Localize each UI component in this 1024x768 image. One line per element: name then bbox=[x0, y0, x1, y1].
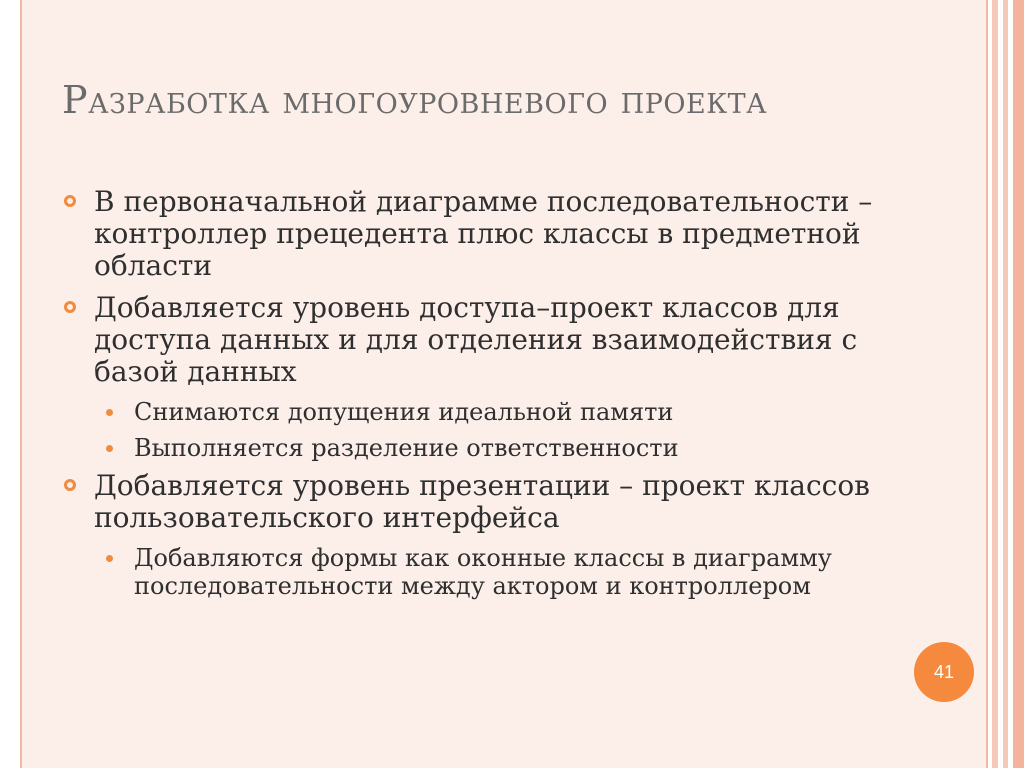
decorative-stripe bbox=[1003, 0, 1008, 768]
slide-title: Разработка многоуровневого проекта bbox=[62, 78, 768, 122]
sub-bullet-item bbox=[64, 434, 884, 462]
sub-bullet-item bbox=[64, 544, 884, 600]
decorative-stripe bbox=[1013, 0, 1024, 768]
dot-bullet-icon bbox=[106, 445, 113, 452]
sub-bullet-item bbox=[64, 398, 884, 426]
dot-bullet-icon bbox=[106, 555, 113, 562]
sub-bullet-text: Снимаются допущения идеальной памяти bbox=[134, 398, 674, 426]
bullet-item bbox=[64, 186, 884, 282]
dot-bullet-icon bbox=[106, 409, 113, 416]
bullet-text: Добавляется уровень презентации – проект классов пользовательского интерфейса bbox=[94, 469, 870, 534]
bullet-text: Добавляется уровень доступа–проект классов для доступа данных и для отделения взаимодействия с базой данных bbox=[94, 291, 858, 388]
sub-bullet-text: Выполняется разделение ответственности bbox=[134, 434, 679, 462]
ring-bullet-icon bbox=[64, 479, 76, 491]
ring-bullet-icon bbox=[64, 301, 76, 313]
sub-bullet-text: Добавляются формы как оконные классы в диаграмму последовательности между актором и контроллером bbox=[134, 544, 832, 600]
slide-content bbox=[64, 186, 884, 608]
bullet-item bbox=[64, 292, 884, 388]
decorative-stripe bbox=[992, 0, 998, 768]
page-number-badge: 41 bbox=[914, 642, 974, 702]
bullet-text: В первоначальной диаграмме последовательности – контроллер прецедента плюс классы в предметной области bbox=[94, 185, 873, 282]
ring-bullet-icon bbox=[64, 195, 76, 207]
bullet-item bbox=[64, 470, 884, 534]
